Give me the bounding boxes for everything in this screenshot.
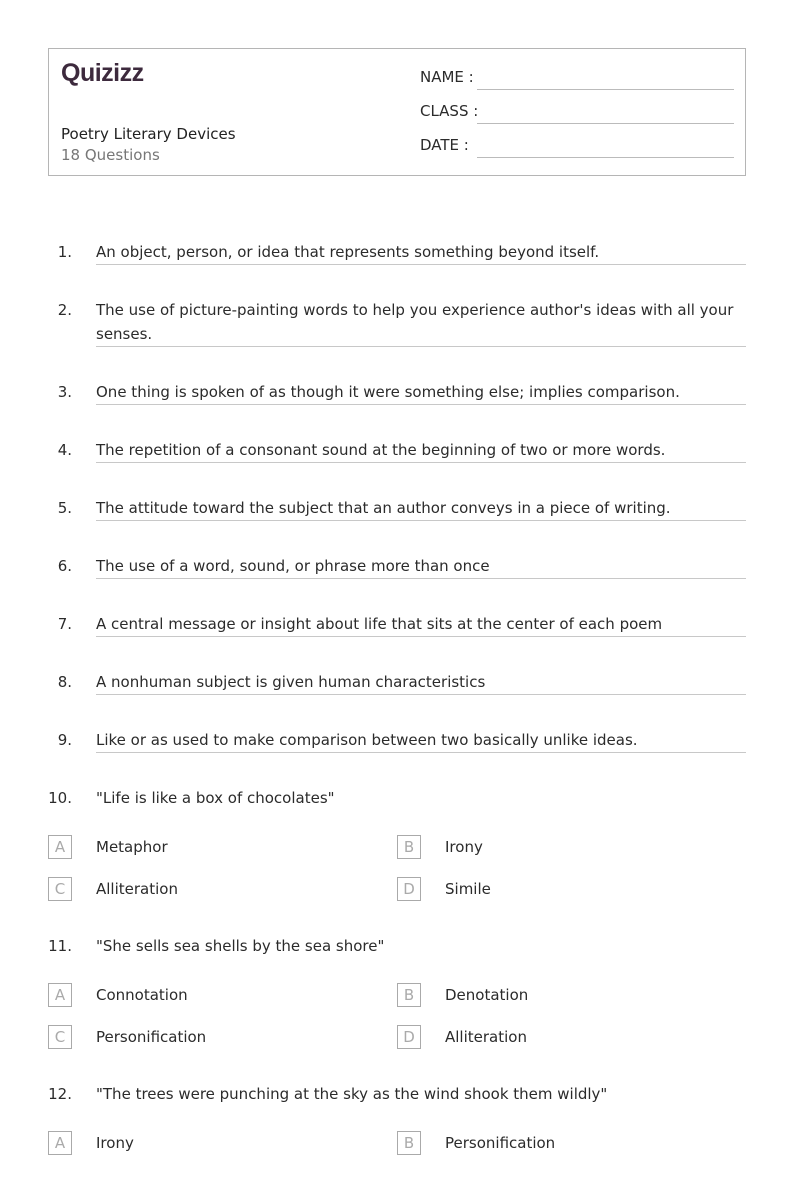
- answer-option[interactable]: [48, 835, 397, 859]
- name-field[interactable]: [420, 66, 734, 90]
- fill-question: [48, 554, 746, 579]
- question-text[interactable]: Like or as used to make comparison between two basically unlike ideas.: [96, 728, 746, 753]
- name-line: [477, 89, 734, 90]
- fill-question: [48, 728, 746, 753]
- option-letter-box[interactable]: D: [397, 1025, 421, 1049]
- class-line: [477, 123, 734, 124]
- question-number: 2.: [57, 301, 72, 319]
- question-text[interactable]: The attitude toward the subject that an author conveys in a piece of writing.: [96, 496, 746, 521]
- question-text[interactable]: The use of picture-painting words to help you experience author's ideas with all your senses.: [96, 298, 746, 347]
- answer-option[interactable]: [397, 835, 746, 859]
- question-number: 10.: [48, 789, 72, 807]
- option-letter-box[interactable]: B: [397, 983, 421, 1007]
- option-text: Metaphor: [96, 838, 168, 856]
- option-text: Personification: [445, 1134, 556, 1152]
- answer-option[interactable]: [397, 1025, 746, 1049]
- worksheet-header: [48, 48, 746, 176]
- quizizz-logo: Quizizz: [61, 59, 144, 87]
- worksheet-title: Poetry Literary Devices: [61, 125, 236, 143]
- fill-question: [48, 240, 746, 265]
- question-number: 12.: [48, 1085, 72, 1103]
- option-text: Denotation: [445, 986, 529, 1004]
- question-text: "She sells sea shells by the sea shore": [96, 937, 385, 955]
- option-text: Irony: [96, 1134, 134, 1152]
- answer-option[interactable]: [48, 983, 397, 1007]
- question-number: 11.: [48, 937, 72, 955]
- answer-option[interactable]: [48, 1131, 397, 1155]
- answer-option[interactable]: [397, 983, 746, 1007]
- question-text[interactable]: The use of a word, sound, or phrase more than once: [96, 554, 746, 579]
- question-text[interactable]: A central message or insight about life that sits at the center of each poem: [96, 612, 746, 637]
- answer-option[interactable]: [397, 1131, 746, 1155]
- fill-question: [48, 496, 746, 521]
- option-letter-box[interactable]: C: [48, 877, 72, 901]
- question-text[interactable]: An object, person, or idea that represents something beyond itself.: [96, 240, 746, 265]
- question-number: 1.: [57, 243, 72, 261]
- mc-question: [48, 934, 746, 1049]
- fill-question: [48, 438, 746, 463]
- class-field[interactable]: [420, 100, 734, 124]
- option-letter-box[interactable]: A: [48, 835, 72, 859]
- question-number: 5.: [57, 499, 72, 517]
- option-letter-box[interactable]: A: [48, 1131, 72, 1155]
- fill-question: [48, 670, 746, 695]
- fill-question: [48, 298, 746, 347]
- question-text[interactable]: One thing is spoken of as though it were something else; implies comparison.: [96, 380, 746, 405]
- option-text: Alliteration: [96, 880, 178, 898]
- fill-question: [48, 380, 746, 405]
- date-label: DATE :: [420, 136, 469, 154]
- class-label: CLASS :: [420, 102, 479, 120]
- option-letter-box[interactable]: D: [397, 877, 421, 901]
- question-text: "Life is like a box of chocolates": [96, 789, 335, 807]
- question-number: 6.: [57, 557, 72, 575]
- question-list: [48, 240, 746, 1188]
- question-number: 8.: [57, 673, 72, 691]
- option-letter-box[interactable]: A: [48, 983, 72, 1007]
- option-letter-box[interactable]: C: [48, 1025, 72, 1049]
- answer-option[interactable]: [48, 877, 397, 901]
- question-text[interactable]: The repetition of a consonant sound at the beginning of two or more words.: [96, 438, 746, 463]
- question-number: 7.: [57, 615, 72, 633]
- question-count: 18 Questions: [61, 146, 160, 164]
- option-text: Personification: [96, 1028, 207, 1046]
- answer-option[interactable]: [48, 1025, 397, 1049]
- fill-question: [48, 612, 746, 637]
- option-text: Connotation: [96, 986, 188, 1004]
- option-text: Simile: [445, 880, 491, 898]
- question-text: "The trees were punching at the sky as the wind shook them wildly": [96, 1085, 608, 1103]
- date-field[interactable]: [420, 134, 734, 158]
- date-line: [477, 157, 734, 158]
- question-number: 4.: [57, 441, 72, 459]
- option-text: Alliteration: [445, 1028, 527, 1046]
- option-letter-box[interactable]: B: [397, 1131, 421, 1155]
- mc-question: [48, 786, 746, 901]
- mc-question: [48, 1082, 746, 1155]
- question-number: 3.: [57, 383, 72, 401]
- answer-option[interactable]: [397, 877, 746, 901]
- question-number: 9.: [57, 731, 72, 749]
- question-text[interactable]: A nonhuman subject is given human characteristics: [96, 670, 746, 695]
- option-text: Irony: [445, 838, 483, 856]
- name-label: NAME :: [420, 68, 474, 86]
- option-letter-box[interactable]: B: [397, 835, 421, 859]
